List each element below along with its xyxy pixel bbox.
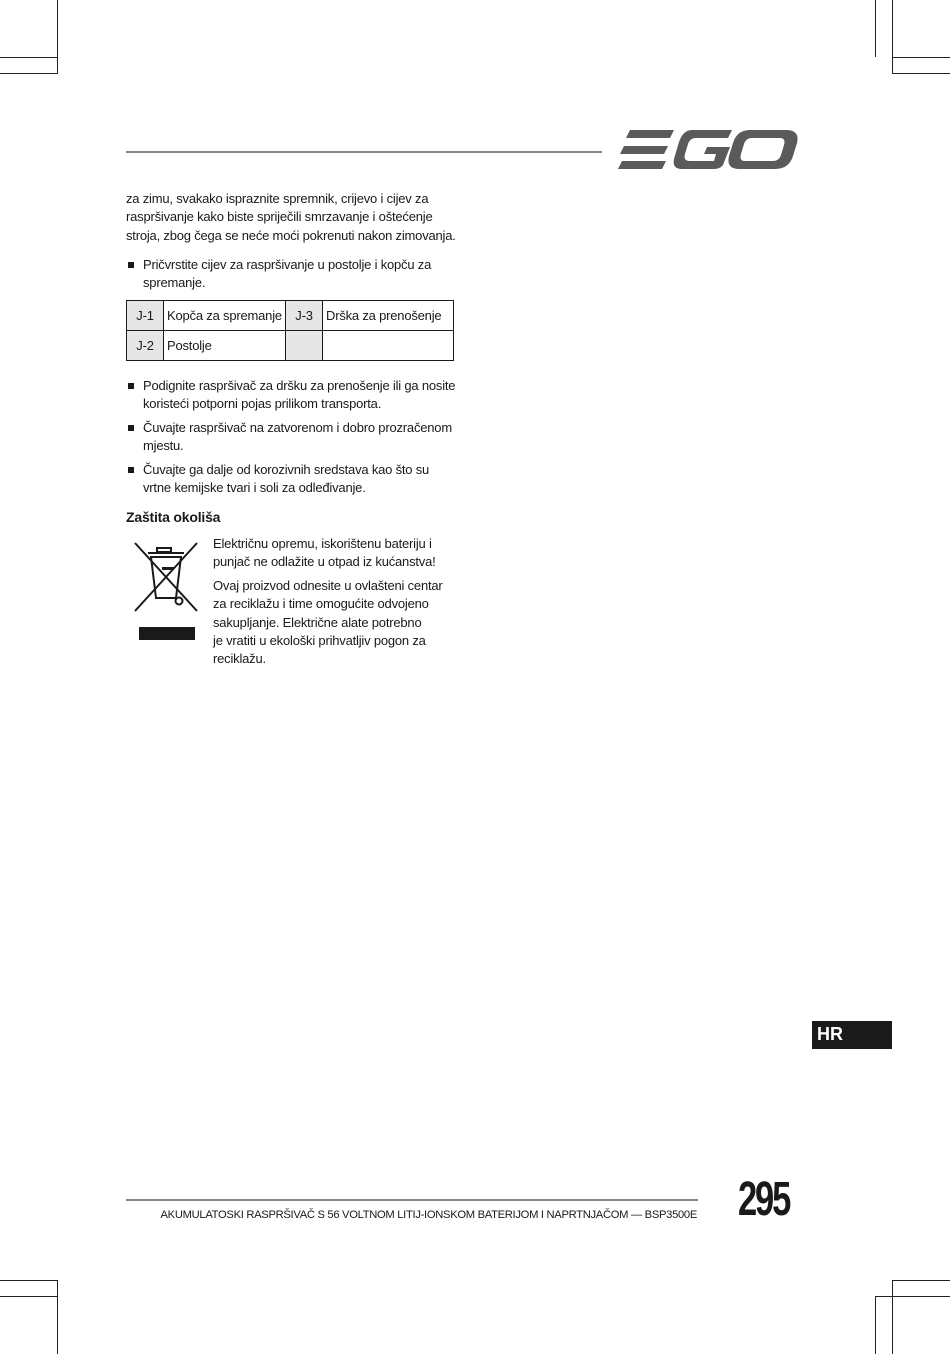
- parts-table: [126, 300, 454, 361]
- crop-mark: [875, 1296, 876, 1354]
- page-number: 295: [738, 1173, 790, 1226]
- language-tab: [812, 1021, 892, 1049]
- crop-mark: [892, 57, 950, 58]
- language-code: HR: [817, 1024, 843, 1044]
- text-line: za zimu, svakako ispraznite spremnik, crijevo i cijev za: [126, 191, 429, 206]
- text-line: stroja, zbog čega se neće moći pokrenuti nakon zimovanja.: [126, 227, 456, 243]
- bullet-text: Čuvajte raspršivač na zatvorenom i dobro prozračenom: [143, 420, 452, 435]
- part-code: J-2: [127, 331, 164, 361]
- bullet-item: [126, 377, 466, 414]
- environment-paragraph: [213, 577, 453, 668]
- crop-mark: [57, 1280, 58, 1354]
- footer-title: AKUMULATOSKI RASPRŠIVAČ S 56 VOLTNOM LITIJ-IONSKOM BATERIJOM I NAPRTNJAČOM — BSP3500E: [160, 1209, 697, 1221]
- section-title: Zaštita okoliša: [126, 509, 221, 525]
- header-rule: [126, 151, 602, 153]
- text-line: je vratiti u ekološki prihvatljiv pogon za: [213, 632, 426, 648]
- crop-mark: [892, 0, 893, 74]
- bullet-text: spremanje.: [143, 275, 206, 291]
- text-line: Električnu opremu, iskorištenu bateriju i: [213, 536, 432, 551]
- text-line: Ovaj proizvod odnesite u ovlašteni centar: [213, 578, 443, 593]
- part-description: [323, 331, 454, 361]
- crop-mark: [57, 0, 58, 74]
- text-line: punjač ne odlažite u otpad iz kućanstva!: [213, 554, 436, 570]
- table-row: [127, 301, 454, 331]
- crossed-out-bin-icon: [130, 540, 202, 644]
- crop-mark: [0, 57, 57, 58]
- crop-mark: [892, 1280, 950, 1281]
- part-code: J-3: [286, 301, 323, 331]
- part-code: J-1: [127, 301, 164, 331]
- bullet-text: mjestu.: [143, 438, 184, 454]
- crop-mark: [875, 0, 876, 57]
- bullet-item: [126, 419, 466, 456]
- crop-mark: [892, 73, 950, 74]
- bullet-text: vrtne kemijske tvari i soli za odleđivanje.: [143, 480, 366, 496]
- footer-rule: [126, 1199, 698, 1201]
- bullet-text: Pričvrstite cijev za raspršivanje u postolje i kopču za: [143, 257, 432, 272]
- part-description: Postolje: [164, 331, 286, 361]
- intro-paragraph: [126, 190, 466, 245]
- bullet-text: Podignite raspršivač za dršku za prenošenje ili ga nosite: [143, 378, 456, 393]
- crop-mark: [0, 1296, 57, 1297]
- bullet-square-icon: [128, 425, 134, 431]
- text-line: reciklažu.: [213, 651, 266, 667]
- part-description: Kopča za spremanje: [164, 301, 286, 331]
- crop-mark: [0, 73, 57, 74]
- bullet-square-icon: [128, 262, 134, 268]
- bullet-square-icon: [128, 383, 134, 389]
- table-row: [127, 331, 454, 361]
- crop-mark: [0, 1280, 57, 1281]
- text-line: raspršivanje kako biste spriječili smrzavanje i oštećenje: [126, 209, 433, 225]
- crop-mark: [875, 1296, 950, 1297]
- part-code: [286, 331, 323, 361]
- bullet-text: koristeći potporni pojas prilikom transporta.: [143, 396, 382, 412]
- crop-mark: [892, 1280, 893, 1354]
- ego-logo: [618, 128, 800, 172]
- bullet-item: [126, 461, 466, 498]
- text-line: za reciklažu i time omogućite odvojeno: [213, 596, 429, 612]
- text-line: sakupljanje. Električne alate potrebno: [213, 614, 422, 630]
- part-description: Drška za prenošenje: [323, 301, 454, 331]
- bullet-item: [126, 256, 466, 293]
- bullet-square-icon: [128, 467, 134, 473]
- bullet-text: Čuvajte ga dalje od korozivnih sredstava kao što su: [143, 462, 430, 477]
- environment-paragraph: [213, 535, 453, 572]
